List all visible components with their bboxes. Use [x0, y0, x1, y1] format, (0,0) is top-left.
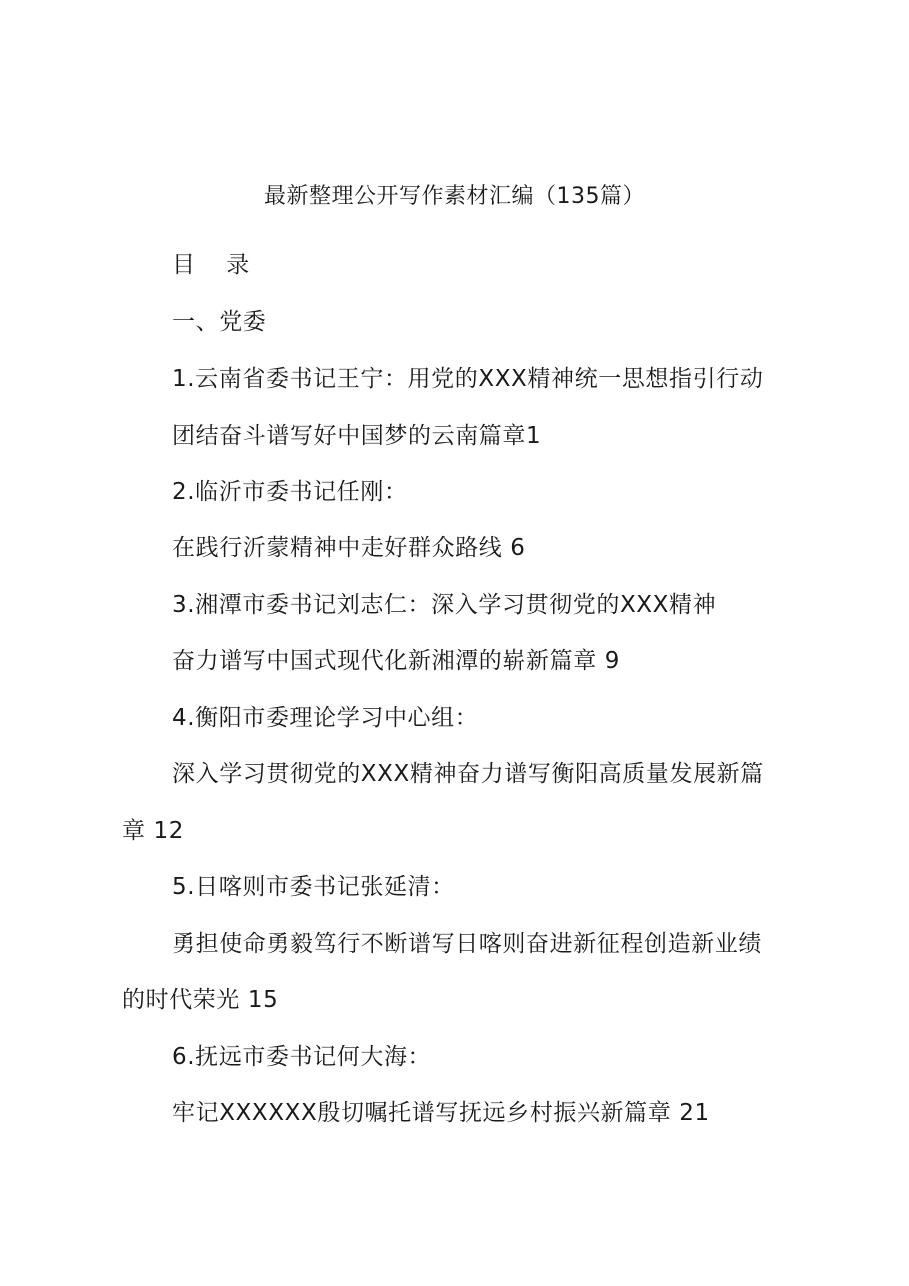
toc-entry-line: 3.湘潭市委书记刘志仁：深入学习贯彻党的XXX精神 — [172, 592, 717, 618]
toc-entry-line: 5.日喀则市委书记张延清： — [172, 874, 455, 900]
toc-entry-line: 4.衡阳市委理论学习中心组： — [172, 705, 479, 731]
toc-entry-line: 的时代荣光 15 — [122, 987, 279, 1013]
toc-entry-line: 1.云南省委书记王宁：用党的XXX精神统一思想指引行动 — [172, 366, 764, 392]
toc-entry-line: 2.临沂市委书记任刚： — [172, 479, 408, 505]
toc-entry-line: 勇担使命勇毅笃行不断谱写日喀则奋进新征程创造新业绩 — [172, 931, 762, 957]
toc-entry-line: 6.抚远市委书记何大海： — [172, 1044, 432, 1070]
toc-entry-line: 团结奋斗谱写好中国梦的云南篇章1 — [172, 423, 542, 449]
toc-entry-line: 牢记XXXXXX殷切嘱托谱写抚远乡村振兴新篇章 21 — [172, 1100, 710, 1126]
toc-entry-line: 章 12 — [122, 818, 184, 844]
toc-entry-line: 奋力谱写中国式现代化新湘潭的崭新篇章 9 — [172, 648, 620, 674]
document-title: 最新整理公开写作素材汇编（135篇） — [264, 184, 645, 209]
toc-entry-line: 在践行沂蒙精神中走好群众路线 6 — [172, 535, 526, 561]
toc-entry-line: 深入学习贯彻党的XXX精神奋力谱写衡阳高质量发展新篇 — [172, 761, 764, 787]
section-heading: 一、党委 — [172, 309, 267, 335]
toc-heading: 目 录 — [172, 252, 262, 278]
